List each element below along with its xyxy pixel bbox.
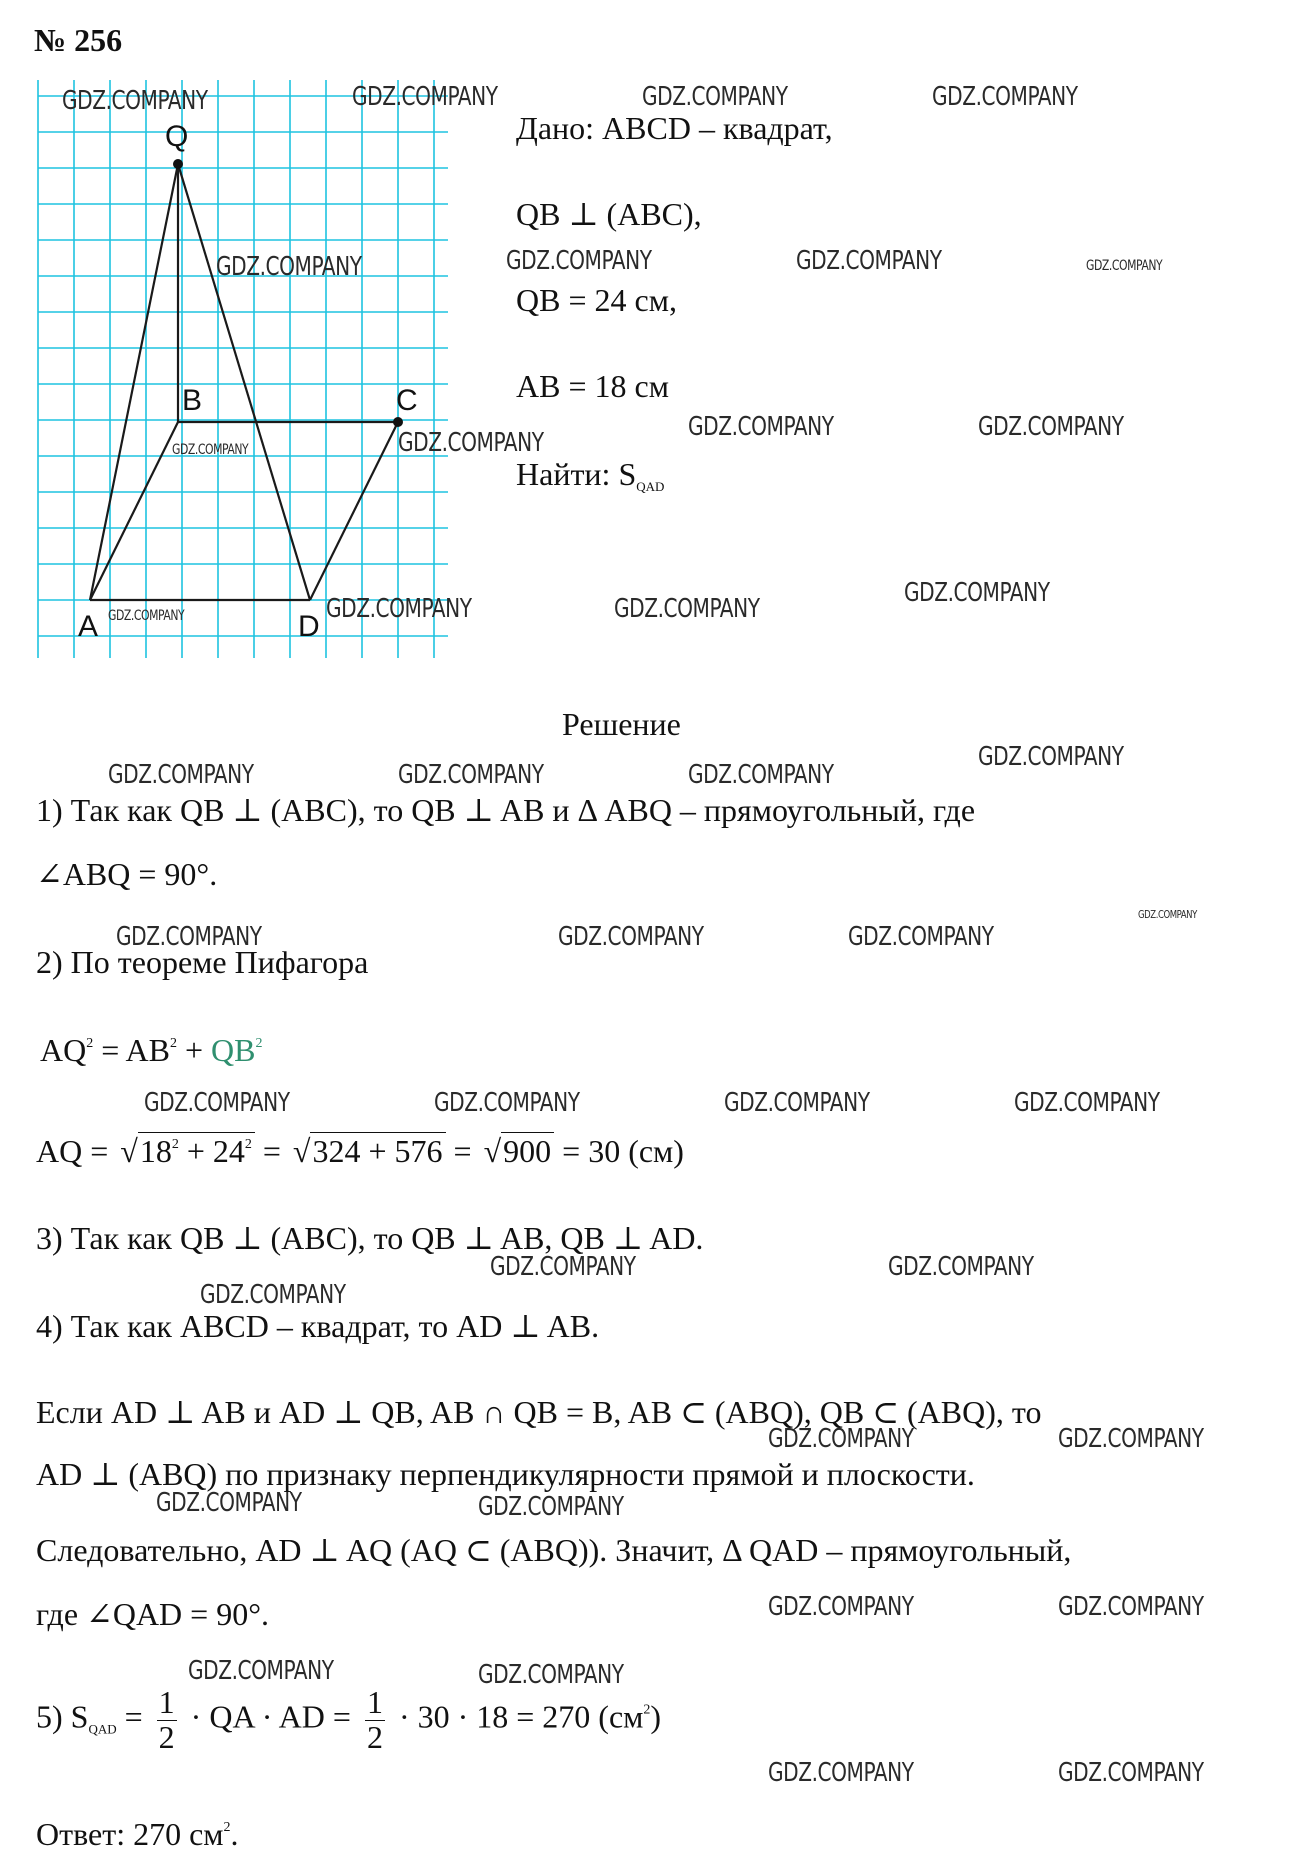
watermark: GDZ.COMPANY [200,1280,346,1310]
label-A: A [78,610,99,643]
watermark: GDZ.COMPANY [490,1252,636,1282]
watermark: GDZ.COMPANY [352,82,498,112]
watermark: GDZ.COMPANY [1086,258,1163,274]
watermark: GDZ.COMPANY [978,742,1124,772]
watermark: GDZ.COMPANY [116,922,262,952]
watermark: GDZ.COMPANY [434,1088,580,1118]
watermark: GDZ.COMPANY [642,82,788,112]
watermark: GDZ.COMPANY [478,1492,624,1522]
point-C [393,417,403,427]
step-5: 5) $S_{QAD}$ = $\frac{1}{2}$ · QA · AD = $\frac{1}{2}$ · 30 · 18 = 270 $(см^2)$ [36,1684,662,1755]
solution-heading: Решение [562,706,681,742]
watermark: GDZ.COMPANY [688,760,834,790]
label-Q: Q [165,120,189,153]
watermark: GDZ.COMPANY [108,608,185,624]
label-D: D [298,610,320,643]
geometry-figure [30,80,460,680]
watermark: GDZ.COMPANY [848,922,994,952]
point-Q [173,159,183,169]
answer: Ответ: 270 $см^2$. [36,1816,239,1852]
watermark: GDZ.COMPANY [326,594,472,624]
paragraph-line-1: Если AD ⊥ AB и AD ⊥ QB, AB ∩ QB = B, AB ⊂ (ABQ), QB ⊂ (ABQ), то [36,1394,1042,1430]
problem-number: № 256 [34,22,123,58]
given-line-2: QB ⊥ (ABC), [516,196,702,232]
root-2: √324 + 576 [289,1132,446,1167]
step-3: 3) Так как QB ⊥ (ABC), то QB ⊥ AB, QB ⊥ AD. [36,1220,704,1256]
step-4: 4) Так как ABCD – квадрат, то AD ⊥ AB. [36,1308,600,1344]
watermark: GDZ.COMPANY [904,578,1050,608]
segment-AB [90,422,178,600]
watermark: GDZ.COMPANY [398,760,544,790]
segment-DC [310,422,398,600]
watermark: GDZ.COMPANY [768,1592,914,1622]
pythagoras-formula: $AQ^2 = AB^2 + QB^2$ [40,1032,263,1068]
watermark: GDZ.COMPANY [1058,1758,1204,1788]
label-B: B [182,384,203,417]
watermark: GDZ.COMPANY [688,412,834,442]
step-2: 2) По теореме Пифагора [36,944,369,980]
root-3: √900 [480,1132,555,1167]
root-1: $√18^2 + 24^2$ [116,1132,255,1167]
paragraph-line-2: AD ⊥ (ABQ) по признаку перпендикулярности прямой и плоскости. [36,1456,975,1492]
watermark: GDZ.COMPANY [558,922,704,952]
paragraph-line-3: Следовательно, AD ⊥ AQ (AQ ⊂ (ABQ)). Значит, Δ QAD – прямоугольный, [36,1532,1072,1568]
aq-calculation: AQ = $√18^2 + 24^2 = √324 + 576 = √900 = 30$ (см) [36,1133,684,1169]
watermark: GDZ.COMPANY [398,428,544,458]
grid [38,80,448,658]
watermark: GDZ.COMPANY [932,82,1078,112]
watermark: GDZ.COMPANY [768,1424,914,1454]
fraction-2: $\frac{1}{2}$ [366,1684,383,1755]
given-line-1: Дано: ABCD – квадрат, [516,110,833,146]
watermark: GDZ.COMPANY [888,1252,1034,1282]
watermark: GDZ.COMPANY [724,1088,870,1118]
watermark: GDZ.COMPANY [144,1088,290,1118]
watermark: GDZ.COMPANY [1058,1424,1204,1454]
given-line-4: AB = 18 см [516,368,669,404]
watermark: GDZ.COMPANY [108,760,254,790]
watermark: GDZ.COMPANY [188,1656,334,1686]
watermark: GDZ.COMPANY [978,412,1124,442]
fraction-1: $\frac{1}{2}$ [158,1684,175,1755]
watermark: GDZ.COMPANY [62,86,208,116]
watermark: GDZ.COMPANY [768,1758,914,1788]
segment-AQ [90,164,178,600]
watermark: GDZ.COMPANY [1014,1088,1160,1118]
watermark: GDZ.COMPANY [172,442,249,458]
find-line: Найти: $S_{QAD}$ [516,456,665,494]
paragraph-line-4: где ∠QAD = 90°. [36,1596,269,1632]
watermark: GDZ.COMPANY [478,1660,624,1690]
watermark: GDZ.COMPANY [156,1488,302,1518]
watermark: GDZ.COMPANY [1138,908,1197,921]
watermark: GDZ.COMPANY [614,594,760,624]
label-C: C [396,384,418,417]
step-1-line-1: 1) Так как QB ⊥ (ABC), то QB ⊥ AB и Δ ABQ – прямоугольный, где [36,792,976,828]
watermark: GDZ.COMPANY [216,252,362,282]
step-1-line-2: ∠ABQ = 90°. [36,856,218,892]
given-line-3: QB = 24 см, [516,282,677,318]
watermark: GDZ.COMPANY [1058,1592,1204,1622]
watermark: GDZ.COMPANY [506,246,652,276]
watermark: GDZ.COMPANY [796,246,942,276]
figure-lines [90,164,398,600]
